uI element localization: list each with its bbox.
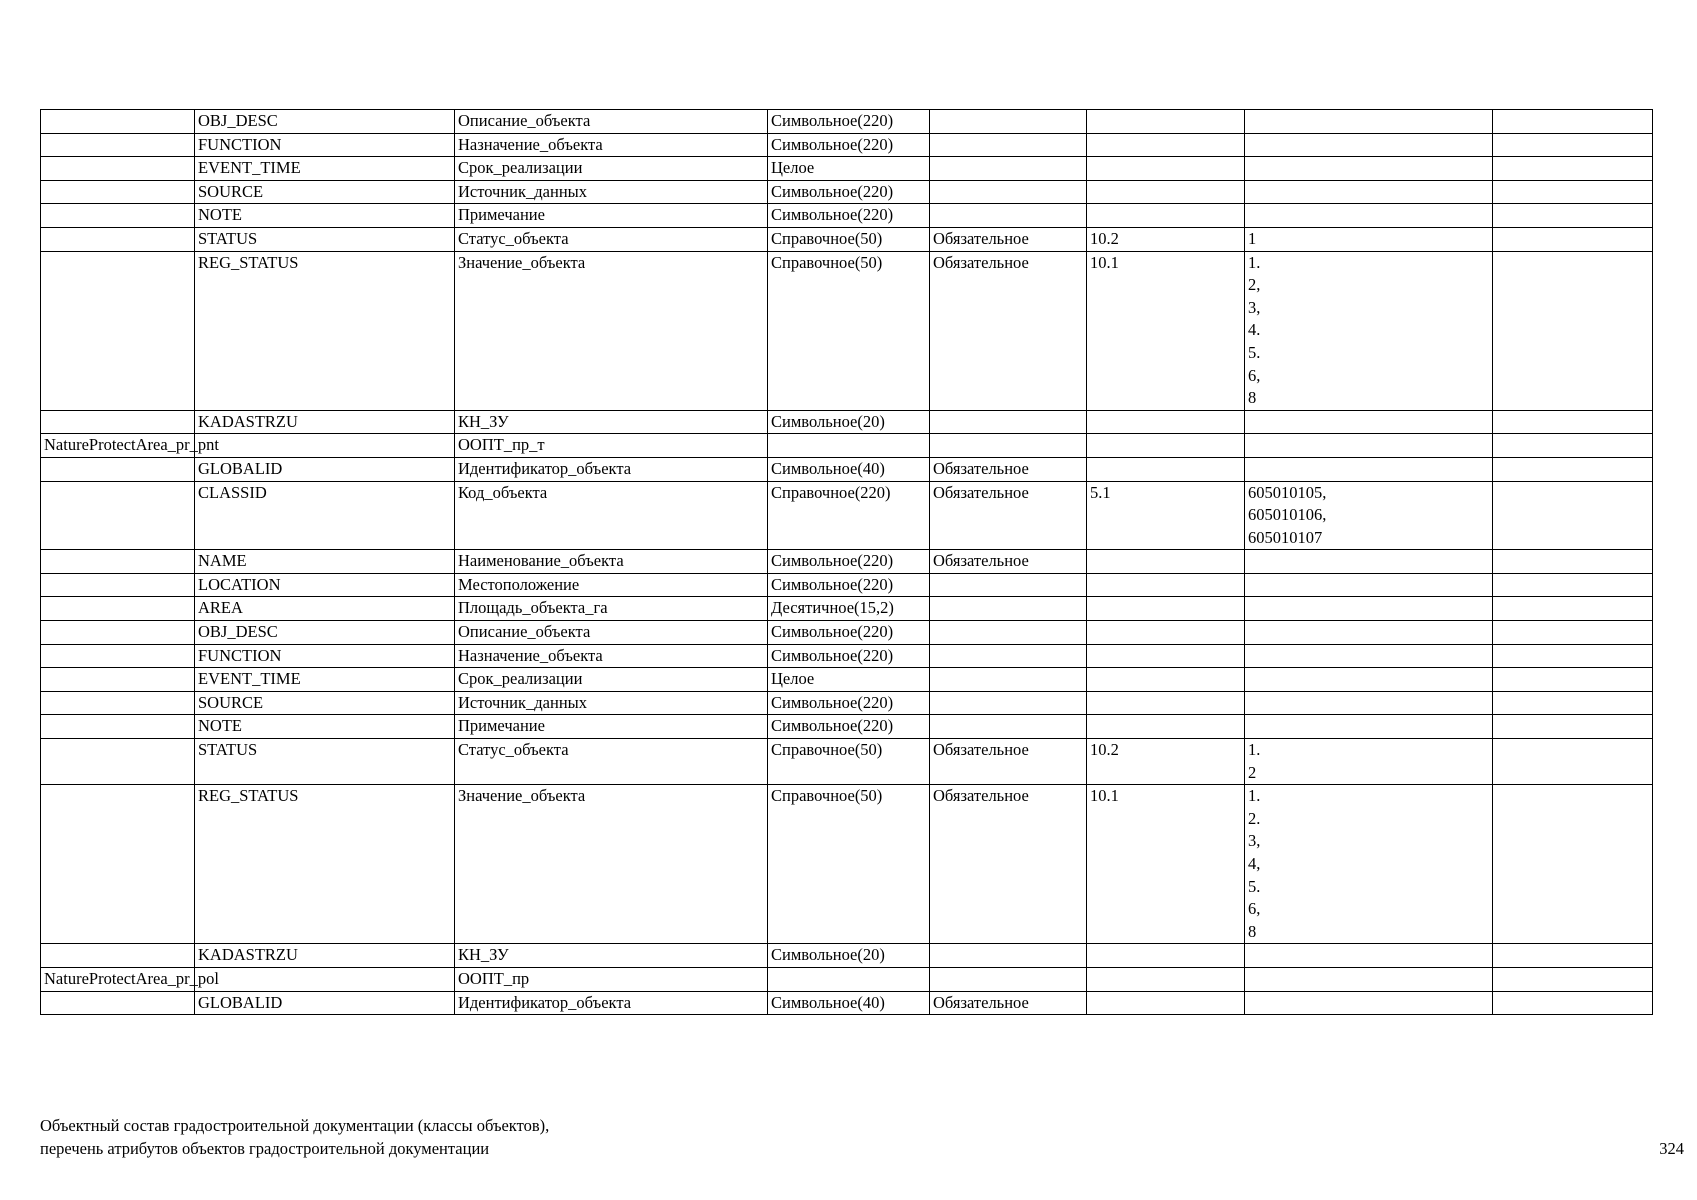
attribute-code-cell: KADASTRZU: [195, 944, 455, 968]
cell-line: 2.: [1248, 808, 1261, 828]
data-type-cell: [768, 434, 930, 458]
attribute-name-cell: Описание_объекта: [455, 621, 768, 645]
table-row: [41, 110, 1653, 134]
attribute-code-cell: OBJ_DESC: [195, 621, 455, 645]
data-type-cell: Справочное(50): [768, 227, 930, 251]
attribute-code-cell: STATUS: [195, 739, 455, 785]
class-name-cell: [41, 157, 195, 181]
attribute-code-cell: KADASTRZU: [195, 410, 455, 434]
attribute-name-cell: Статус_объекта: [455, 739, 768, 785]
reference-cell: [1087, 204, 1245, 228]
attribute-name-cell: Значение_объекта: [455, 251, 768, 410]
table-body: [41, 110, 1653, 1015]
attribute-name-cell: Наименование_объекта: [455, 550, 768, 574]
cell-line: 2,: [1248, 275, 1261, 295]
table-row: [41, 644, 1653, 668]
class-name-cell: [41, 944, 195, 968]
reference-cell: [1087, 668, 1245, 692]
values-cell: [1245, 621, 1493, 645]
values-cell: [1245, 251, 1493, 410]
table-row: [41, 668, 1653, 692]
data-type-cell: [768, 967, 930, 991]
page-number: 324: [1659, 1139, 1684, 1158]
requirement-cell: [930, 410, 1087, 434]
note-cell: [1493, 967, 1653, 991]
attribute-name-cell: Источник_данных: [455, 180, 768, 204]
attribute-name-cell: Идентификатор_объекта: [455, 991, 768, 1015]
cell-line: 605010107: [1248, 527, 1323, 547]
class-name-cell: [41, 573, 195, 597]
note-cell: [1493, 691, 1653, 715]
reference-cell: 10.1: [1087, 785, 1245, 944]
attribute-name-cell: ООПТ_пр: [455, 967, 768, 991]
attribute-code-cell: NAME: [195, 550, 455, 574]
data-type-cell: Справочное(50): [768, 785, 930, 944]
table-row: [41, 944, 1653, 968]
attribute-name-cell: КН_ЗУ: [455, 944, 768, 968]
cell-line: 1.: [1248, 252, 1261, 272]
attribute-name-cell: Источник_данных: [455, 691, 768, 715]
table-row: [41, 410, 1653, 434]
class-name-cell: [41, 204, 195, 228]
attribute-name-cell: Назначение_объекта: [455, 133, 768, 157]
table-row: [41, 691, 1653, 715]
class-name-cell: NatureProtectArea_pr_pnt: [41, 434, 195, 458]
attribute-code-cell: GLOBALID: [195, 991, 455, 1015]
requirement-cell: Обязательное: [930, 991, 1087, 1015]
class-name-cell: [41, 785, 195, 944]
table-row: [41, 204, 1653, 228]
reference-cell: [1087, 110, 1245, 134]
table-row: [41, 991, 1653, 1015]
note-cell: [1493, 573, 1653, 597]
cell-line: 2: [1248, 762, 1257, 782]
note-cell: [1493, 668, 1653, 692]
cell-line: 605010105,: [1248, 482, 1327, 502]
class-name-cell: [41, 457, 195, 481]
data-type-cell: Целое: [768, 668, 930, 692]
class-name-cell: [41, 410, 195, 434]
footer-line-2: перечень атрибутов объектов градостроительной документации: [40, 1139, 490, 1158]
data-type-cell: Символьное(220): [768, 133, 930, 157]
attribute-name-cell: КН_ЗУ: [455, 410, 768, 434]
attribute-name-cell: Идентификатор_объекта: [455, 457, 768, 481]
attribute-name-cell: Статус_объекта: [455, 227, 768, 251]
reference-cell: [1087, 991, 1245, 1015]
data-type-cell: Символьное(220): [768, 110, 930, 134]
reference-cell: 10.2: [1087, 227, 1245, 251]
values-cell: [1245, 410, 1493, 434]
attribute-code-cell: REG_STATUS: [195, 785, 455, 944]
class-name-cell: [41, 481, 195, 550]
requirement-cell: Обязательное: [930, 227, 1087, 251]
note-cell: [1493, 550, 1653, 574]
requirement-cell: [930, 597, 1087, 621]
table-row: [41, 573, 1653, 597]
note-cell: [1493, 739, 1653, 785]
data-type-cell: Символьное(220): [768, 621, 930, 645]
cell-line: 8: [1248, 921, 1257, 941]
values-cell: [1245, 157, 1493, 181]
values-cell: [1245, 457, 1493, 481]
cell-line: 8: [1248, 388, 1257, 408]
requirement-cell: Обязательное: [930, 550, 1087, 574]
table-row: [41, 621, 1653, 645]
requirement-cell: [930, 573, 1087, 597]
note-cell: [1493, 457, 1653, 481]
values-cell: [1245, 691, 1493, 715]
class-name-cell: [41, 739, 195, 785]
attribute-name-cell: Значение_объекта: [455, 785, 768, 944]
attribute-code-cell: EVENT_TIME: [195, 157, 455, 181]
cell-line: 5.: [1248, 876, 1261, 896]
requirement-cell: [930, 691, 1087, 715]
note-cell: [1493, 227, 1653, 251]
values-cell: [1245, 668, 1493, 692]
note-cell: [1493, 715, 1653, 739]
values-cell: [1245, 944, 1493, 968]
note-cell: [1493, 251, 1653, 410]
note-cell: [1493, 133, 1653, 157]
attribute-name-cell: ООПТ_пр_т: [455, 434, 768, 458]
values-cell: [1245, 550, 1493, 574]
table-row: [41, 967, 1653, 991]
class-name-cell: [41, 991, 195, 1015]
cell-line: 4.: [1248, 320, 1261, 340]
footer-line-1: Объектный состав градостроительной документации (классы объектов),: [40, 1116, 550, 1135]
requirement-cell: [930, 434, 1087, 458]
attribute-code-cell: [195, 434, 455, 458]
note-cell: [1493, 157, 1653, 181]
requirement-cell: [930, 967, 1087, 991]
requirement-cell: [930, 644, 1087, 668]
class-name-cell: [41, 621, 195, 645]
attribute-name-cell: Примечание: [455, 204, 768, 228]
attribute-code-cell: LOCATION: [195, 573, 455, 597]
requirement-cell: Обязательное: [930, 457, 1087, 481]
cell-line: 3,: [1248, 297, 1261, 317]
attribute-name-cell: Площадь_объекта_га: [455, 597, 768, 621]
attribute-code-cell: NOTE: [195, 204, 455, 228]
values-cell: [1245, 481, 1493, 550]
table-row: [41, 457, 1653, 481]
data-type-cell: Символьное(220): [768, 644, 930, 668]
data-type-cell: Символьное(220): [768, 550, 930, 574]
note-cell: [1493, 597, 1653, 621]
attribute-name-cell: Срок_реализации: [455, 668, 768, 692]
cell-line: 1.: [1248, 786, 1261, 806]
table-row: [41, 715, 1653, 739]
requirement-cell: Обязательное: [930, 481, 1087, 550]
values-cell: [1245, 204, 1493, 228]
note-cell: [1493, 410, 1653, 434]
data-type-cell: Символьное(20): [768, 944, 930, 968]
requirement-cell: [930, 110, 1087, 134]
reference-cell: [1087, 621, 1245, 645]
requirement-cell: Обязательное: [930, 251, 1087, 410]
note-cell: [1493, 991, 1653, 1015]
table-row: [41, 251, 1653, 410]
attribute-name-cell: Назначение_объекта: [455, 644, 768, 668]
data-type-cell: Символьное(40): [768, 457, 930, 481]
cell-line: 5.: [1248, 342, 1261, 362]
reference-cell: [1087, 157, 1245, 181]
data-type-cell: Справочное(50): [768, 251, 930, 410]
table-row: [41, 434, 1653, 458]
attribute-code-cell: FUNCTION: [195, 133, 455, 157]
values-cell: [1245, 739, 1493, 785]
note-cell: [1493, 110, 1653, 134]
attribute-code-cell: OBJ_DESC: [195, 110, 455, 134]
values-cell: [1245, 133, 1493, 157]
data-type-cell: Символьное(220): [768, 691, 930, 715]
note-cell: [1493, 434, 1653, 458]
attribute-name-cell: Местоположение: [455, 573, 768, 597]
reference-cell: [1087, 691, 1245, 715]
requirement-cell: [930, 668, 1087, 692]
reference-cell: [1087, 550, 1245, 574]
class-name-cell: [41, 133, 195, 157]
footer: [40, 1114, 549, 1160]
reference-cell: 5.1: [1087, 481, 1245, 550]
values-cell: [1245, 785, 1493, 944]
attribute-code-cell: SOURCE: [195, 691, 455, 715]
table-row: [41, 180, 1653, 204]
cell-line: 6,: [1248, 899, 1261, 919]
cell-line: 605010106,: [1248, 505, 1327, 525]
class-name-cell: [41, 550, 195, 574]
values-cell: [1245, 597, 1493, 621]
attribute-code-cell: CLASSID: [195, 481, 455, 550]
table-row: [41, 550, 1653, 574]
reference-cell: [1087, 573, 1245, 597]
note-cell: [1493, 180, 1653, 204]
data-type-cell: Символьное(20): [768, 410, 930, 434]
requirement-cell: [930, 133, 1087, 157]
table-row: [41, 597, 1653, 621]
reference-cell: [1087, 644, 1245, 668]
note-cell: [1493, 481, 1653, 550]
note-cell: [1493, 785, 1653, 944]
table-row: [41, 785, 1653, 944]
attribute-name-cell: Срок_реализации: [455, 157, 768, 181]
cell-line: 4,: [1248, 854, 1261, 873]
attribute-code-cell: GLOBALID: [195, 457, 455, 481]
values-cell: [1245, 434, 1493, 458]
reference-cell: [1087, 133, 1245, 157]
requirement-cell: [930, 180, 1087, 204]
class-name-cell: [41, 715, 195, 739]
attribute-code-cell: REG_STATUS: [195, 251, 455, 410]
class-name-cell: [41, 644, 195, 668]
attribute-code-cell: NOTE: [195, 715, 455, 739]
attribute-code-cell: AREA: [195, 597, 455, 621]
data-type-cell: Символьное(220): [768, 180, 930, 204]
note-cell: [1493, 944, 1653, 968]
requirement-cell: [930, 204, 1087, 228]
attribute-code-cell: FUNCTION: [195, 644, 455, 668]
requirement-cell: Обязательное: [930, 785, 1087, 944]
requirement-cell: Обязательное: [930, 739, 1087, 785]
class-name-cell: [41, 110, 195, 134]
requirement-cell: [930, 715, 1087, 739]
table-row: [41, 481, 1653, 550]
reference-cell: [1087, 434, 1245, 458]
values-cell: [1245, 967, 1493, 991]
table-row: [41, 227, 1653, 251]
attribute-code-cell: EVENT_TIME: [195, 668, 455, 692]
reference-cell: [1087, 410, 1245, 434]
attribute-code-cell: STATUS: [195, 227, 455, 251]
data-type-cell: Символьное(220): [768, 573, 930, 597]
data-type-cell: Символьное(40): [768, 991, 930, 1015]
reference-cell: [1087, 597, 1245, 621]
class-name-cell: NatureProtectArea_pr_pol: [41, 967, 195, 991]
class-name-cell: [41, 227, 195, 251]
values-cell: [1245, 715, 1493, 739]
reference-cell: [1087, 715, 1245, 739]
reference-cell: 10.2: [1087, 739, 1245, 785]
attribute-name-cell: Описание_объекта: [455, 110, 768, 134]
attribute-code-cell: [195, 967, 455, 991]
data-type-cell: Справочное(50): [768, 739, 930, 785]
data-type-cell: Символьное(220): [768, 204, 930, 228]
class-name-cell: [41, 180, 195, 204]
requirement-cell: [930, 157, 1087, 181]
cell-line: 1.: [1248, 740, 1261, 760]
table-row: [41, 739, 1653, 785]
cell-line: 3,: [1248, 831, 1261, 851]
values-cell: [1245, 180, 1493, 204]
class-name-cell: [41, 251, 195, 410]
requirement-cell: [930, 944, 1087, 968]
values-cell: [1245, 991, 1493, 1015]
values-cell: [1245, 573, 1493, 597]
attribute-name-cell: Примечание: [455, 715, 768, 739]
note-cell: [1493, 644, 1653, 668]
values-cell: 1: [1245, 227, 1493, 251]
reference-cell: 10.1: [1087, 251, 1245, 410]
class-name-cell: [41, 691, 195, 715]
table-row: [41, 133, 1653, 157]
data-type-cell: Целое: [768, 157, 930, 181]
class-name-cell: [41, 597, 195, 621]
values-cell: [1245, 644, 1493, 668]
requirement-cell: [930, 621, 1087, 645]
reference-cell: [1087, 944, 1245, 968]
reference-cell: [1087, 180, 1245, 204]
attribute-name-cell: Код_объекта: [455, 481, 768, 550]
cell-line: 6,: [1248, 365, 1261, 385]
data-type-cell: Справочное(220): [768, 481, 930, 550]
attribute-code-cell: SOURCE: [195, 180, 455, 204]
note-cell: [1493, 204, 1653, 228]
values-cell: [1245, 110, 1493, 134]
reference-cell: [1087, 457, 1245, 481]
note-cell: [1493, 621, 1653, 645]
table-row: [41, 157, 1653, 181]
data-type-cell: Десятичное(15,2): [768, 597, 930, 621]
class-name-cell: [41, 668, 195, 692]
data-type-cell: Символьное(220): [768, 715, 930, 739]
reference-cell: [1087, 967, 1245, 991]
attributes-table: [40, 109, 1653, 1015]
